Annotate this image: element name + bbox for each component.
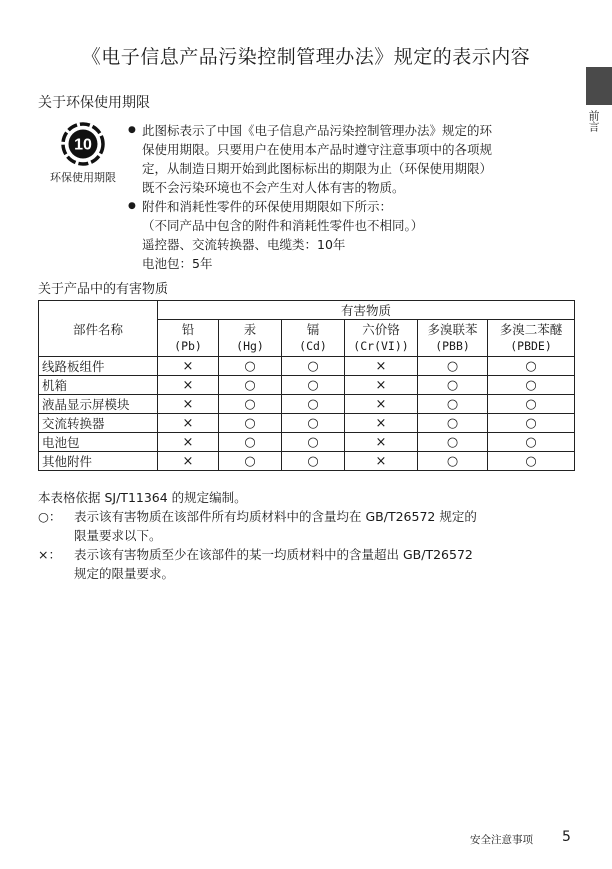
- part-name-cell: 交流转换器: [39, 414, 158, 433]
- bullet-line: 既不会污染环境也不会产生对人体有害的物质。: [142, 180, 405, 195]
- substance-mark-cell: ○: [418, 357, 488, 376]
- substance-name: 多溴联苯: [427, 322, 478, 337]
- substance-mark-cell: ×: [158, 395, 219, 414]
- substance-symbol: (PBB): [435, 339, 470, 353]
- substance-symbol: (Cr(VI)): [353, 339, 409, 353]
- footer-section-label: 安全注意事项: [470, 834, 533, 846]
- hazardous-substances-table: [38, 300, 575, 471]
- substance-column-header: [488, 320, 575, 357]
- substance-mark-cell: ○: [488, 395, 575, 414]
- substance-name: 六价铬: [362, 322, 400, 337]
- substance-mark-cell: ○: [418, 376, 488, 395]
- bullet-accessory-period: [128, 197, 576, 273]
- substance-mark-cell: ×: [345, 414, 418, 433]
- note-line: 表示该有害物质至少在该部件的某一均质材料中的含量超出 GB/T26572: [74, 547, 473, 562]
- substance-column-header: [219, 320, 282, 357]
- substance-mark-cell: ○: [219, 357, 282, 376]
- bullet-line: 定，从制造日期开始到此图标标出的期限为止（环保使用期限）: [142, 161, 493, 176]
- table-notes: [38, 488, 578, 583]
- substance-symbol: (Pb): [174, 339, 202, 353]
- bullet-line: （不同产品中包含的附件和消耗性零件也不相同。）: [142, 218, 424, 233]
- substance-mark-cell: ○: [219, 414, 282, 433]
- substance-mark-cell: ○: [282, 414, 345, 433]
- substance-symbol: (PBDE): [510, 339, 552, 353]
- substance-column-header: [345, 320, 418, 357]
- part-name-cell: 其他附件: [39, 452, 158, 471]
- substance-mark-cell: ×: [345, 452, 418, 471]
- substance-mark-cell: ×: [158, 357, 219, 376]
- bullet-env-period-desc: [128, 121, 576, 197]
- substance-name: 镉: [306, 322, 320, 337]
- table-row: [39, 433, 575, 452]
- bullet-line: 电池包：5年: [142, 256, 213, 271]
- table-row: [39, 376, 575, 395]
- note-line: 规定的限量要求。: [74, 566, 175, 581]
- substance-mark-cell: ○: [282, 395, 345, 414]
- substance-mark-cell: ○: [488, 376, 575, 395]
- section-tab-marker: [586, 67, 612, 105]
- substance-mark-cell: ○: [219, 376, 282, 395]
- bullet-line: ● 此图标表示了中国《电子信息产品污染控制管理办法》规定的环: [142, 123, 493, 138]
- part-name-cell: 电池包: [39, 433, 158, 452]
- substance-mark-cell: ○: [282, 452, 345, 471]
- table-row: [39, 452, 575, 471]
- substance-mark-cell: ○: [488, 433, 575, 452]
- substance-column-header: [282, 320, 345, 357]
- substance-mark-cell: ○: [418, 433, 488, 452]
- part-name-cell: 液晶显示屏模块: [39, 395, 158, 414]
- note-basis: 本表格依据 SJ/T11364 的规定编制。: [38, 490, 247, 505]
- substance-mark-cell: ×: [158, 376, 219, 395]
- substance-mark-cell: ×: [158, 433, 219, 452]
- substance-mark-cell: ○: [282, 357, 345, 376]
- part-name-header: 部件名称: [39, 301, 158, 357]
- page-title: 《电子信息产品污染控制管理办法》规定的表示内容: [81, 46, 531, 68]
- substance-mark-cell: ○: [488, 452, 575, 471]
- bullet-line: ● 附件和消耗性零件的环保使用期限如下所示：: [142, 199, 393, 214]
- substance-name: 多溴二苯醚: [499, 322, 563, 337]
- circle-symbol: ○：: [38, 509, 62, 524]
- substance-mark-cell: ×: [345, 395, 418, 414]
- substance-column-header: [158, 320, 219, 357]
- substance-mark-cell: ×: [158, 414, 219, 433]
- cross-symbol: ×：: [38, 547, 61, 562]
- part-name-cell: 机箱: [39, 376, 158, 395]
- substance-mark-cell: ○: [219, 395, 282, 414]
- page-number: 5: [562, 829, 571, 845]
- substance-mark-cell: ○: [219, 433, 282, 452]
- env-period-logo: [40, 122, 126, 185]
- substance-name: 汞: [243, 322, 257, 337]
- substance-mark-cell: ○: [418, 452, 488, 471]
- env-period-bullets: [128, 121, 576, 273]
- substance-column-header: [418, 320, 488, 357]
- substance-mark-cell: ○: [418, 395, 488, 414]
- table-row: [39, 414, 575, 433]
- part-name-cell: 线路板组件: [39, 357, 158, 376]
- table-row: [39, 395, 575, 414]
- substance-symbol: (Hg): [236, 339, 264, 353]
- logo-number: 10: [74, 136, 92, 154]
- bullet-line: 遥控器、交流转换器、电缆类：10年: [142, 237, 346, 252]
- bullet-line: 保使用期限。只要用户在使用本产品时遵守注意事项中的各项规: [142, 142, 493, 157]
- substance-mark-cell: ○: [282, 376, 345, 395]
- substance-mark-cell: ○: [282, 433, 345, 452]
- substance-mark-cell: ×: [345, 376, 418, 395]
- substance-mark-cell: ○: [418, 414, 488, 433]
- substance-mark-cell: ×: [345, 357, 418, 376]
- table-row: [39, 357, 575, 376]
- substance-mark-cell: ×: [158, 452, 219, 471]
- hazardous-substances-heading: 关于产品中的有害物质: [38, 282, 169, 297]
- substance-mark-cell: ○: [488, 414, 575, 433]
- substance-mark-cell: ○: [219, 452, 282, 471]
- env-protection-period-icon: [61, 122, 105, 166]
- logo-caption: 环保使用期限: [50, 171, 116, 184]
- note-line: 表示该有害物质在该部件所有均质材料中的含量均在 GB/T26572 规定的: [74, 509, 477, 524]
- section-tab-label: 前言: [587, 110, 600, 132]
- env-period-heading: 关于环保使用期限: [38, 95, 150, 111]
- note-cross: [38, 545, 578, 583]
- note-circle: [38, 507, 578, 545]
- hazardous-group-header: 有害物质: [158, 301, 575, 320]
- note-line: 限量要求以下。: [74, 528, 162, 543]
- substance-mark-cell: ×: [345, 433, 418, 452]
- substance-mark-cell: ○: [488, 357, 575, 376]
- substance-symbol: (Cd): [299, 339, 327, 353]
- substance-name: 铅: [181, 322, 195, 337]
